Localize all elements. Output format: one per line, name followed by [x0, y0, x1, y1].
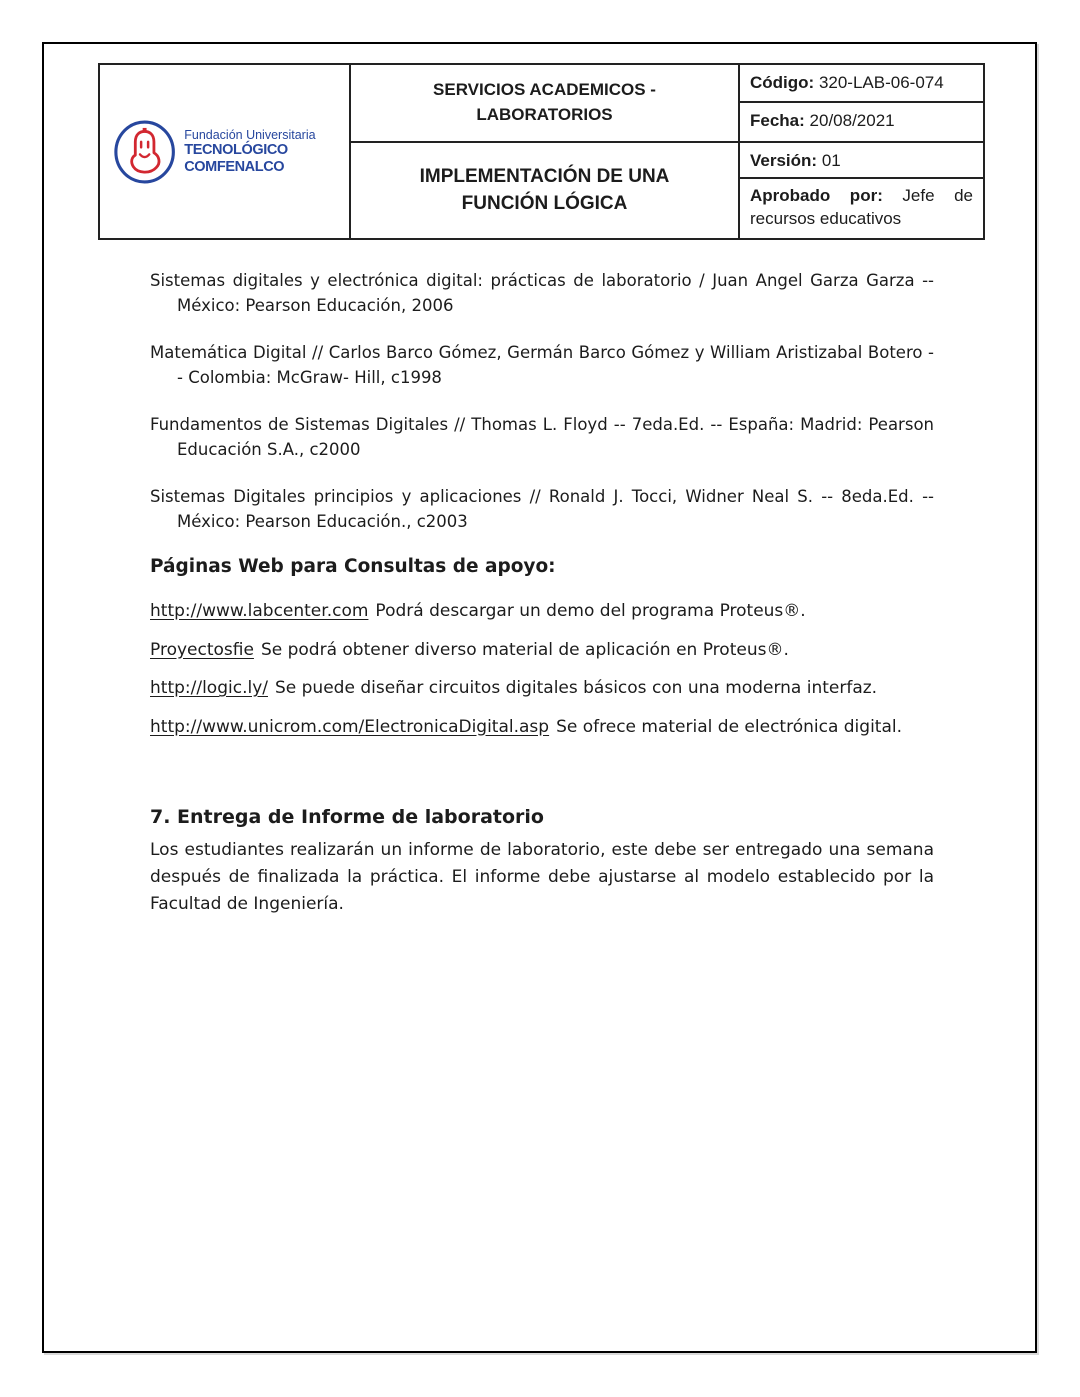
- document-page-border: [42, 42, 1037, 1353]
- document-content: [150, 268, 934, 918]
- bibliography-entry: Matemática Digital // Carlos Barco Gómez, Germán Barco Gómez y William Aristizabal Botero -- Colombia: McGraw- Hill, c1998: [150, 343, 934, 387]
- web-resources-heading: Páginas Web para Consultas de apoyo:: [150, 556, 556, 577]
- field-version-label: Versión:: [750, 151, 818, 170]
- field-fecha: [740, 103, 983, 141]
- header-table: [98, 63, 985, 240]
- web-link-line: [150, 669, 934, 708]
- bibliography-entry: Sistemas Digitales principios y aplicaciones // Ronald J. Tocci, Widner Neal S. -- 8eda.Ed. -- México: Pearson Educación., c2003: [150, 487, 934, 531]
- field-fecha-value: 20/08/2021: [809, 111, 895, 130]
- hyperlink[interactable]: Proyectosfie: [150, 639, 254, 660]
- field-aprobado-value: Jefe de recursos educativos: [750, 186, 973, 228]
- web-link-line: [150, 631, 934, 670]
- logo-text: [184, 128, 349, 176]
- field-aprobado-label: Aprobado por:: [750, 186, 883, 205]
- field-version-value: 01: [821, 151, 841, 170]
- field-version: [740, 143, 983, 177]
- logo-institution-type: Fundación Universitaria: [184, 127, 316, 142]
- bibliography-entry: Fundamentos de Sistemas Digitales // Thomas L. Floyd -- 7eda.Ed. -- España: Madrid: Pearson Educación S.A., c2000: [150, 415, 934, 459]
- field-codigo: [740, 65, 983, 101]
- hyperlink[interactable]: http://www.unicrom.com/ElectronicaDigital.asp: [150, 716, 550, 737]
- header-service-title: SERVICIOS ACADEMICOS - LABORATORIOS: [351, 65, 738, 141]
- web-link-description: Se ofrece material de electrónica digital.: [556, 716, 903, 737]
- web-link-description: Se podrá obtener diverso material de aplicación en Proteus®.: [260, 639, 789, 660]
- section7-heading: 7. Entrega de Informe de laboratorio: [150, 806, 544, 828]
- logo-cell: [100, 65, 349, 238]
- field-codigo-value: 320-LAB-06-074: [818, 73, 944, 92]
- web-link-description: Podrá descargar un demo del programa Proteus®.: [375, 601, 806, 621]
- field-fecha-label: Fecha:: [750, 111, 805, 130]
- field-codigo-label: Código:: [750, 73, 815, 92]
- hyperlink[interactable]: http://logic.ly/: [150, 678, 268, 698]
- section7-paragraph: Los estudiantes realizarán un informe de laboratorio, este debe ser entregado una semana después de finalizada la práctica. El informe debe ajustarse al modelo establecido por la Facultad de Ingeniería.: [150, 840, 934, 914]
- bibliography-entry: Sistemas digitales y electrónica digital: prácticas de laboratorio / Juan Angel Garza Garza -- México: Pearson Educación, 2006: [150, 271, 934, 315]
- web-link-description: Se puede diseñar circuitos digitales básicos con una moderna interfaz.: [274, 678, 878, 698]
- web-link-line: [150, 708, 934, 747]
- logo-emblem-icon: [112, 112, 177, 192]
- university-logo: [100, 112, 349, 192]
- document-title: IMPLEMENTACIÓN DE UNA FUNCIÓN LÓGICA: [351, 143, 738, 238]
- web-link-line: [150, 592, 934, 631]
- field-aprobado: [740, 179, 983, 238]
- logo-institution-name: TECNOLÓGICO COMFENALCO: [184, 142, 288, 175]
- hyperlink[interactable]: http://www.labcenter.com: [150, 601, 369, 621]
